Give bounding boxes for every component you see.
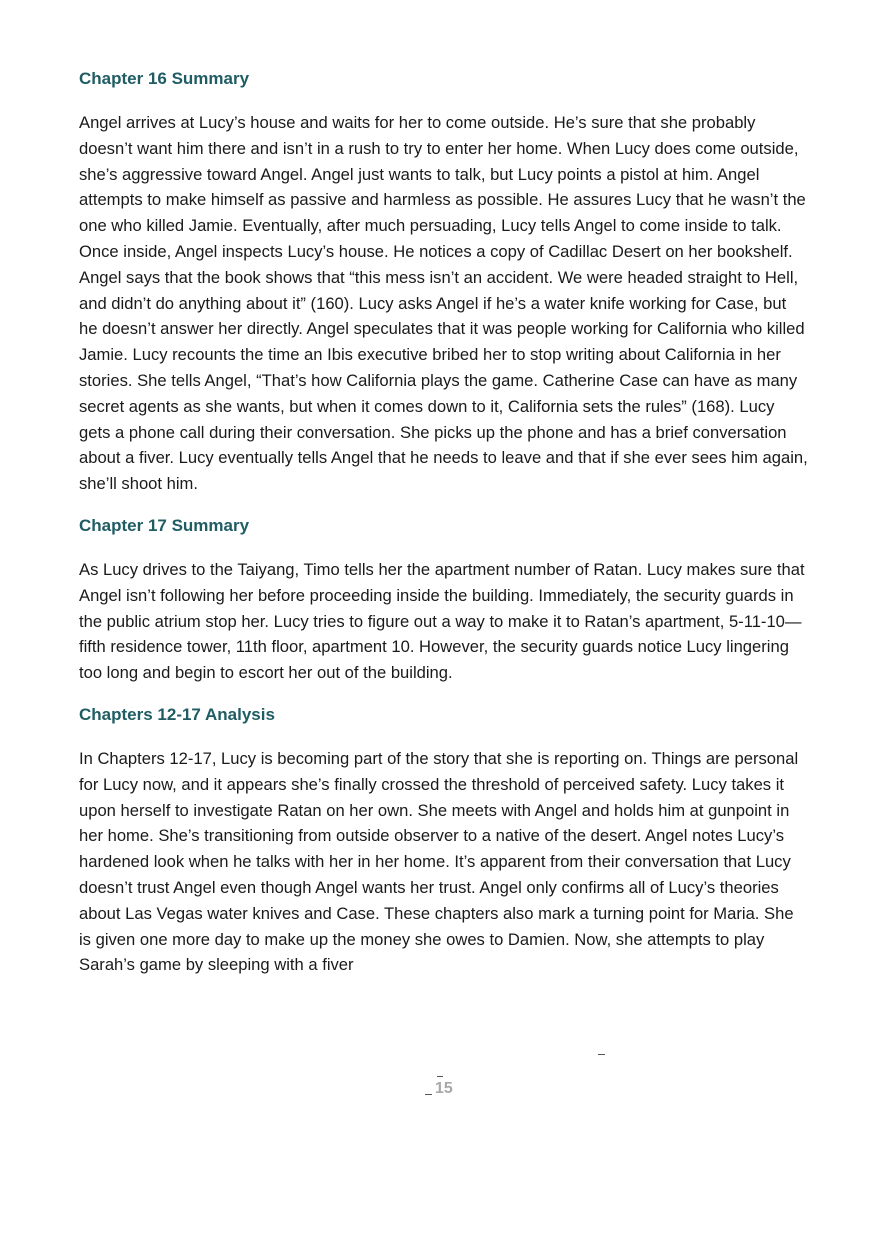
footer-rule-mark (437, 1076, 443, 1077)
section-heading: Chapters 12-17 Analysis (79, 704, 275, 724)
paragraph: Angel arrives at Lucy’s house and waits for her to come outside. He’s sure that she probably doesn’t want him there and isn’t in a rush to try to enter her home. When Lucy does come outside, she’s aggressive toward Angel. Angel just wants to talk, but Lucy points a pistol at him. Angel attempts to make himself as passive and harmless as possible. He assures Lucy that he wasn’t the one who killed Jamie. Eventually, after much persuading, Lucy tells Angel to come inside to talk. (79, 113, 806, 236)
section-chapters-12-17-analysis (79, 702, 809, 978)
section-heading: Chapter 17 Summary (79, 515, 250, 535)
document-page (79, 66, 809, 992)
footer-rule-mark (598, 1054, 605, 1055)
paragraph: As Lucy drives to the Taiyang, Timo tells her the apartment number of Ratan. Lucy makes sure that Angel isn’t following her before proceeding inside the building. Immediately, the security guards in the public atrium stop her. Lucy tries to figure out a way to make it to Ratan’s apartment, 5-11-10—fifth residence tower, 11th floor, apartment 10. However, the security guards notice Lucy lingering too long and begin to escort her out of the building. (79, 559, 805, 683)
paragraph: Once inside, Angel inspects Lucy’s house. He notices a copy of Cadillac Desert on her bookshelf. Angel says that the book shows that “this mess isn’t an accident. We were headed straight to Hell, and didn’t do anything about it” (160). Lucy asks Angel if he’s a water knife working for Case, but he doesn’t answer her directly. Angel speculates that it was people working for California who killed Jamie. Lucy recounts the time an Ibis executive bribed her to stop writing about California in her stories. She tells Angel, “That’s how California plays the game. Catherine Case can have as many secret agents as she wants, but when it comes down to it, California sets the rules” (168). Lucy gets a phone call during their conversation. She picks up the phone and has a brief conversation about a fiver. Lucy eventually tells Angel that he needs to leave and that if she ever sees him again, she’ll shoot him. (79, 241, 808, 494)
section-heading: Chapter 16 Summary (79, 69, 250, 88)
footer-rule-mark (425, 1094, 432, 1095)
paragraph: In Chapters 12-17, Lucy is becoming part of the story that she is reporting on. Things are personal for Lucy now, and it appears she’s finally crossed the threshold of perceived safety. Lucy takes it upon herself to investigate Ratan on her own. She meets with Angel and holds him at gunpoint in her home. She’s transitioning from outside observer to a native of the desert. Angel notes Lucy’s hardened look when he talks with her in her home. It’s apparent from their conversation that Lucy doesn’t trust Angel even though Angel wants her trust. Angel only confirms all of Lucy’s theories about Las Vegas water knives and Case. These chapters also mark a turning point for Maria. She is given one more day to make up the money she owes to Damien. Now, she attempts to play Sarah’s game by sleeping with a fiver (79, 748, 799, 975)
section-chapter-16 (79, 66, 809, 497)
page-number: 15 (435, 1080, 453, 1097)
section-chapter-17 (79, 513, 809, 686)
